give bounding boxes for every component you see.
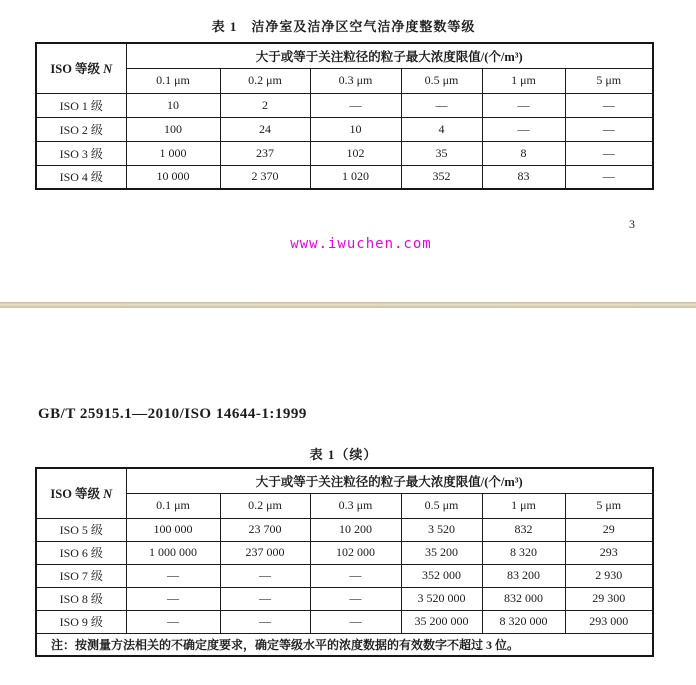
- concentration-value: —: [401, 93, 482, 117]
- concentration-value: —: [220, 564, 310, 587]
- concentration-value: 10 200: [310, 518, 401, 541]
- concentration-value: —: [565, 141, 653, 165]
- concentration-value: —: [220, 610, 310, 633]
- concentration-value: —: [310, 564, 401, 587]
- concentration-value: —: [220, 587, 310, 610]
- iso-class-column-header: [36, 468, 126, 518]
- concentration-value: 35 200 000: [401, 610, 482, 633]
- concentration-value: 100: [126, 117, 220, 141]
- iso-class-label: ISO 8 级: [36, 587, 126, 610]
- iso-class-label: ISO 9 级: [36, 610, 126, 633]
- particle-size-header: 1 μm: [482, 68, 565, 93]
- table-header-row: [36, 43, 653, 68]
- particle-size-header: 1 μm: [482, 493, 565, 518]
- concentration-value: —: [126, 610, 220, 633]
- concentration-value: 83 200: [482, 564, 565, 587]
- concentration-value: 2: [220, 93, 310, 117]
- concentration-value: 35 200: [401, 541, 482, 564]
- concentration-value: 1 000 000: [126, 541, 220, 564]
- concentration-value: —: [126, 587, 220, 610]
- concentration-value: 23 700: [220, 518, 310, 541]
- iso-class-label: ISO 2 级: [36, 117, 126, 141]
- table-row: [36, 141, 653, 165]
- concentration-value: —: [310, 610, 401, 633]
- iso-class-label: ISO 6 级: [36, 541, 126, 564]
- table-row: [36, 587, 653, 610]
- concentration-value: 2 370: [220, 165, 310, 189]
- particle-size-header: 0.3 μm: [310, 493, 401, 518]
- table-row: [36, 518, 653, 541]
- concentration-value: 10: [126, 93, 220, 117]
- page-number: 3: [629, 217, 635, 231]
- concentration-value: 29: [565, 518, 653, 541]
- concentration-value: 237: [220, 141, 310, 165]
- concentration-value: 3 520 000: [401, 587, 482, 610]
- concentration-value: 24: [220, 117, 310, 141]
- concentration-value: 102 000: [310, 541, 401, 564]
- concentration-value: 352: [401, 165, 482, 189]
- concentration-value: 832: [482, 518, 565, 541]
- iso-class-symbol: N: [103, 487, 113, 502]
- table-row: [36, 610, 653, 633]
- concentration-value: 8: [482, 141, 565, 165]
- table-row: [36, 564, 653, 587]
- table-row: [36, 165, 653, 189]
- concentration-limit-header: 大于或等于关注粒径的粒子最大浓度限值/(个/m³): [126, 468, 653, 493]
- concentration-value: —: [310, 93, 401, 117]
- concentration-value: —: [565, 117, 653, 141]
- iso-class-label: ISO 4 级: [36, 165, 126, 189]
- iso-class-prefix: ISO 等级: [50, 62, 101, 77]
- concentration-value: —: [565, 93, 653, 117]
- particle-size-header: 5 μm: [565, 493, 653, 518]
- concentration-value: —: [310, 587, 401, 610]
- concentration-value: 1 000: [126, 141, 220, 165]
- concentration-value: 4: [401, 117, 482, 141]
- particle-size-header: 0.3 μm: [310, 68, 401, 93]
- concentration-value: 3 520: [401, 518, 482, 541]
- particle-size-header: 0.2 μm: [220, 68, 310, 93]
- iso-class-column-header: [36, 43, 126, 93]
- concentration-value: 102: [310, 141, 401, 165]
- watermark-url: www.iwuchen.com: [290, 236, 432, 252]
- particle-size-header-row: [36, 493, 653, 518]
- concentration-value: 29 300: [565, 587, 653, 610]
- concentration-value: —: [126, 564, 220, 587]
- particle-size-header: 0.1 μm: [126, 68, 220, 93]
- iso-class-label: ISO 7 级: [36, 564, 126, 587]
- iso-cleanliness-table-1: [35, 42, 654, 190]
- concentration-value: 237 000: [220, 541, 310, 564]
- concentration-value: 832 000: [482, 587, 565, 610]
- particle-size-header: 0.1 μm: [126, 493, 220, 518]
- particle-size-header: 5 μm: [565, 68, 653, 93]
- concentration-value: 100 000: [126, 518, 220, 541]
- concentration-value: —: [565, 165, 653, 189]
- particle-size-header: 0.5 μm: [401, 493, 482, 518]
- concentration-value: —: [482, 117, 565, 141]
- concentration-limit-header: 大于或等于关注粒径的粒子最大浓度限值/(个/m³): [126, 43, 653, 68]
- concentration-value: 10 000: [126, 165, 220, 189]
- iso-cleanliness-table-2: [35, 467, 654, 657]
- concentration-value: 352 000: [401, 564, 482, 587]
- concentration-value: —: [482, 93, 565, 117]
- table2-caption: 表 1（续）: [309, 447, 378, 462]
- concentration-value: 35: [401, 141, 482, 165]
- page-separator: [0, 302, 696, 308]
- concentration-value: 8 320 000: [482, 610, 565, 633]
- iso-class-label: ISO 1 级: [36, 93, 126, 117]
- concentration-value: 293: [565, 541, 653, 564]
- standard-code-header: GB/T 25915.1—2010/ISO 14644-1:1999: [38, 406, 307, 422]
- table-row: [36, 93, 653, 117]
- iso-class-symbol: N: [103, 62, 113, 77]
- table-row: [36, 541, 653, 564]
- particle-size-header: 0.5 μm: [401, 68, 482, 93]
- concentration-value: 2 930: [565, 564, 653, 587]
- table-header-row: [36, 468, 653, 493]
- table1-caption: 表 1 洁净室及洁净区空气洁净度整数等级: [211, 19, 476, 34]
- iso-class-prefix: ISO 等级: [50, 487, 101, 502]
- concentration-value: 8 320: [482, 541, 565, 564]
- concentration-value: 10: [310, 117, 401, 141]
- concentration-value: 293 000: [565, 610, 653, 633]
- table-note-row: [36, 633, 653, 656]
- table-note: 注：按测量方法相关的不确定度要求，确定等级水平的浓度数据的有效数字不超过 3 位。: [36, 633, 653, 656]
- iso-class-label: ISO 5 级: [36, 518, 126, 541]
- particle-size-header: 0.2 μm: [220, 493, 310, 518]
- particle-size-header-row: [36, 68, 653, 93]
- table-row: [36, 117, 653, 141]
- concentration-value: 83: [482, 165, 565, 189]
- iso-class-label: ISO 3 级: [36, 141, 126, 165]
- concentration-value: 1 020: [310, 165, 401, 189]
